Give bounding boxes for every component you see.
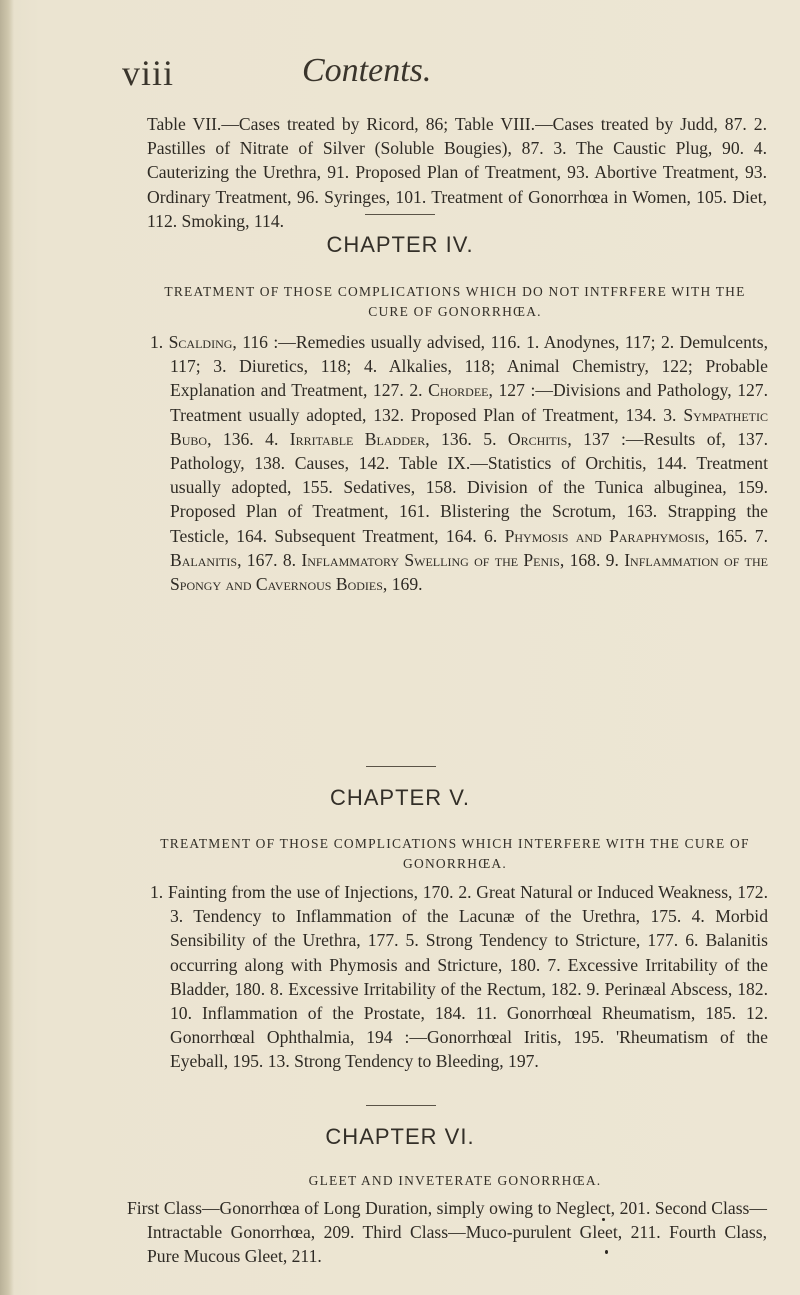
- entry-text: , 168. 9.: [559, 549, 625, 570]
- entry-text: , 165. 7.: [704, 525, 768, 546]
- entry-text: , 167. 8.: [237, 549, 302, 570]
- chapter-title: CHAPTER VI.: [325, 1124, 475, 1149]
- chapter-contents-entry: [127, 1196, 767, 1269]
- section-divider: [365, 214, 435, 215]
- topic-heading: Inflammation of the Spongy and Cavernous Bodies: [170, 549, 769, 595]
- intro-paragraph: Table VII.—Cases treated by Ricord, 86; Table VIII.—Cases treated by Judd, 87. 2. Pastilles of Nitrate of Silver (Soluble Bougies), 87. 3. The Caustic Plug, 90. 4. Cauterizing the Urethra, 91. Proposed Plan of Treatment, 93. Abortive Treatment, 93. Ordinary Treatment, 96. Syringes, 101. Treatment of Gonorrhœa in Women, 105. Diet, 112. Smoking, 114.: [147, 114, 767, 231]
- entry-number: 1.: [150, 882, 168, 902]
- topic-heading: Chordee: [428, 380, 489, 401]
- ink-speck: [602, 1218, 605, 1221]
- running-head-title: Contents.: [302, 52, 432, 89]
- entry-number: 1.: [150, 332, 169, 352]
- entry-text: First Class—Gonorrhœa of Long Duration, simply owing to Neglect, 201. Second Class—Intractable Gonorrhœa, 209. Third Class—Muco-purulent Gleet, 211. Fourth Class, Pure Mucous Gleet, 211.: [127, 1198, 767, 1267]
- topic-heading: Phymosis and Paraphymosis: [504, 525, 705, 546]
- chapter-title: CHAPTER V.: [329, 785, 470, 810]
- chapter-contents-entry: [150, 330, 768, 596]
- running-head: [122, 52, 742, 96]
- topic-heading: Balanitis: [170, 549, 238, 570]
- page-number: viii: [122, 53, 175, 93]
- chapter-subtitle: TREATMENT OF THOSE COMPLICATIONS WHICH DO NOT INTFRFERE WITH THE CURE OF GONORRHŒA.: [164, 284, 746, 319]
- chapter-subtitle: GLEET AND INVETERATE GONORRHŒA.: [308, 1173, 602, 1188]
- entry-text: , 137 :—Results of, 137. Pathology, 138. Causes, 142. Table IX.—Statistics of Orchitis, 144. Treatment usually adopted, 155. Sedatives, 158. Division of the Tunica albuginea, 159. Proposed Plan of Treatment, 161. Blistering the Scrotum, 163. Strapping the Testicle, 164. Subsequent Treatment, 164. 6.: [170, 428, 769, 546]
- ink-speck: [605, 1250, 608, 1254]
- topic-heading: Orchitis: [507, 428, 568, 449]
- entry-text: , 127 :—Divisions and Pathology, 127. Treatment usually adopted, 132. Proposed Plan of Treatment, 134. 3.: [170, 380, 768, 425]
- chapter-subtitle: TREATMENT OF THOSE COMPLICATIONS WHICH INTERFERE WITH THE CURE OF GONORRHŒA.: [160, 836, 750, 871]
- chapter-title: CHAPTER IV.: [326, 232, 474, 257]
- entry-text: , 136. 4.: [207, 428, 290, 449]
- page-gutter-shadow: [0, 0, 14, 1295]
- entry-text: , 116 :—Remedies usually advised, 116. 1. Anodynes, 117; 2. Demulcents, 117; 3. Diuretics, 118; 4. Alkalies, 118; Animal Chemistry, 122; Probable Explanation and Treatment, 127. 2.: [170, 332, 768, 401]
- topic-heading: Sympathetic Bubo: [170, 404, 768, 449]
- entry-text: , 169.: [382, 574, 423, 595]
- section-divider: [366, 1105, 436, 1106]
- topic-heading: Irritable Bladder: [289, 428, 426, 449]
- topic-heading: Inflammatory Swelling of the Penis: [301, 549, 560, 570]
- section-divider: [366, 766, 436, 767]
- entry-text: , 136. 5.: [425, 428, 508, 449]
- entry-text: Fainting from the use of Injections, 170. 2. Great Natural or Induced Weakness, 172. 3. Tendency to Inflammation of the Lacunæ of the Urethra, 175. 4. Morbid Sensibility of the Urethra, 177. 5. Strong Tendency to Stricture, 177. 6. Balanitis occurring along with Phymosis and Stricture, 180. 7. Excessive Irritability of the Bladder, 180. 8. Excessive Irritability of the Rectum, 182. 9. Perinæal Abscess, 182. 10. Inflammation of the Prostate, 184. 11. Gonorrhœal Rheumatism, 185. 12. Gonorrhœal Ophthalmia, 194 :—Gonorrhœal Iritis, 195. 'Rheumatism of the Eyeball, 195. 13. Strong Tendency to Bleeding, 197.: [167, 882, 769, 1072]
- topic-heading: Scalding: [168, 332, 233, 352]
- chapter-contents-entry: [150, 880, 768, 1074]
